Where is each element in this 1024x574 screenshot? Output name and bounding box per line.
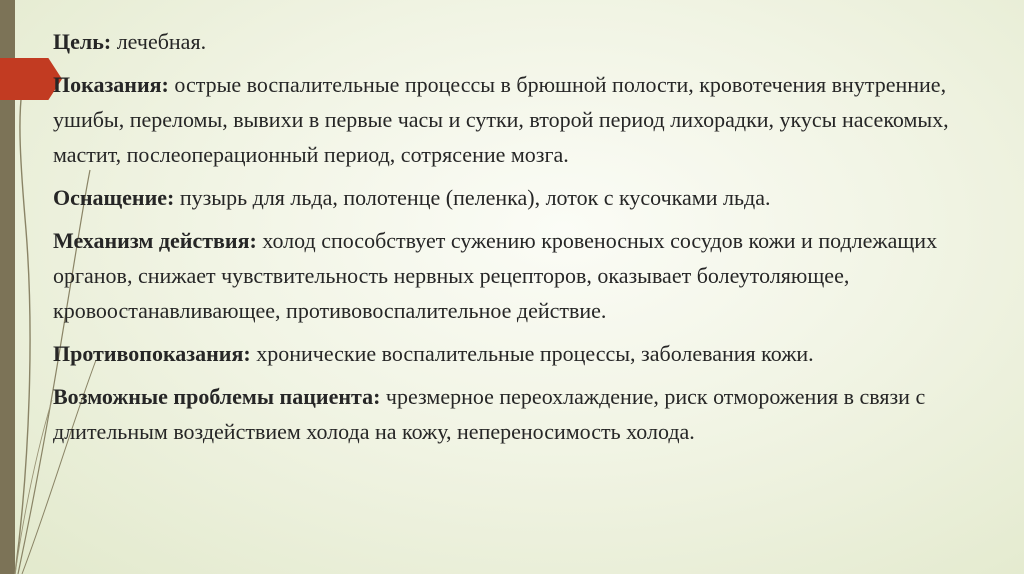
text-patient-problems: чрезмерное переохлаждение, риск отморожения в связи с длительным воздействием холода на кожу, непереносимость холода. bbox=[53, 384, 926, 444]
label-equipment: Оснащение: bbox=[53, 185, 175, 210]
paragraph-indications bbox=[53, 67, 1003, 172]
paragraph-mechanism bbox=[53, 223, 1003, 328]
label-goal: Цель: bbox=[53, 29, 112, 54]
label-mechanism: Механизм действия: bbox=[53, 228, 257, 253]
text-indications: острые воспалительные процессы в брюшной полости, кровотечения внутренние, ушибы, переломы, вывихи в первые часы и сутки, второй период лихорадки, укусы насекомых, мастит, послеоперационный период, сотрясение мозга. bbox=[53, 72, 949, 167]
paragraph-contraindications bbox=[53, 336, 1003, 371]
text-goal: лечебная. bbox=[111, 29, 207, 54]
text-equipment: пузырь для льда, полотенце (пеленка), лоток с кусочками льда. bbox=[174, 185, 771, 210]
label-patient-problems: Возможные проблемы пациента: bbox=[53, 384, 381, 409]
paragraph-goal bbox=[53, 24, 1003, 59]
label-indications: Показания: bbox=[53, 72, 169, 97]
paragraph-equipment bbox=[53, 180, 1003, 215]
slide-content bbox=[53, 24, 1003, 457]
paragraph-patient-problems bbox=[53, 379, 1003, 449]
text-mechanism: холод способствует сужению кровеносных сосудов кожи и подлежащих органов, снижает чувствительность нервных рецепторов, оказывает болеутоляющее, кровоостанавливающее, противовоспалительное действие. bbox=[53, 228, 938, 323]
text-contraindications: хронические воспалительные процессы, заболевания кожи. bbox=[250, 341, 814, 366]
label-contraindications: Противопоказания: bbox=[53, 341, 251, 366]
